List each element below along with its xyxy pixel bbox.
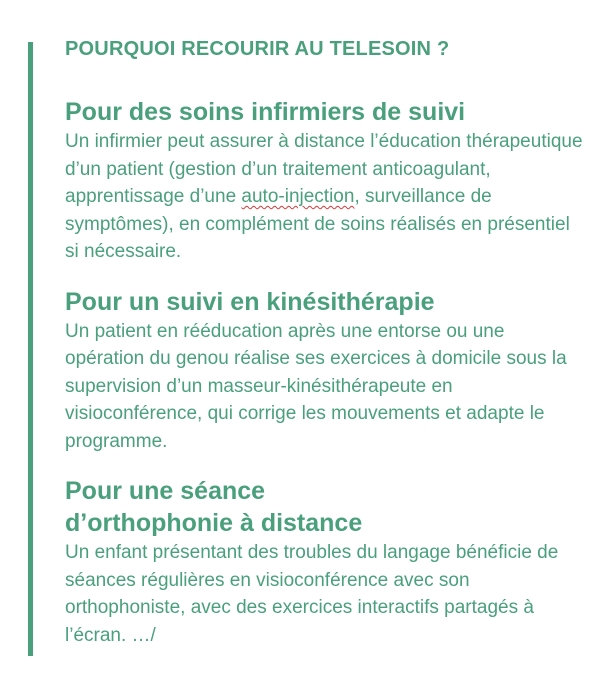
body-text: Un infirmier peut assurer à distance l’éducation thérapeutique d’un patient (gestion d’un traitement anticoagulant, apprentissage d’une (65, 131, 583, 207)
section-title (65, 475, 585, 539)
page-heading: POURQUOI RECOURIR AU TELESOIN ? (65, 38, 450, 60)
section-kinesitherapie (65, 286, 585, 456)
spellcheck-flagged-word[interactable]: auto-injection (241, 186, 355, 207)
section-body (65, 128, 585, 266)
section-body: Un patient en rééducation après une entorse ou une opération du genou réalise ses exercices à domicile sous la supervision d’un masseur-kinésithérapeute en visioconférence, qui corrige les mouvements et adapte le programme. (65, 320, 567, 452)
section-title: Pour un suivi en kinésithérapie (65, 287, 435, 316)
section-body: Un enfant présentant des troubles du langage bénéficie de séances régulières en visioconférence avec son orthophoniste, avec des exercices interactifs partagés à l’écran. …/ (65, 542, 559, 646)
accent-bar (28, 42, 33, 656)
section-title-line: Pour une séance (65, 477, 266, 505)
body-text: , surveillance de symptômes), en complément de soins réalisés en présentiel si nécessaire. (65, 186, 570, 262)
section-orthophonie (65, 475, 585, 649)
section-title: Pour des soins infirmiers de suivi (65, 98, 466, 126)
document-content (65, 36, 585, 669)
section-soins-infirmiers (65, 96, 585, 266)
section-title-line: d’orthophonie à distance (65, 509, 363, 537)
